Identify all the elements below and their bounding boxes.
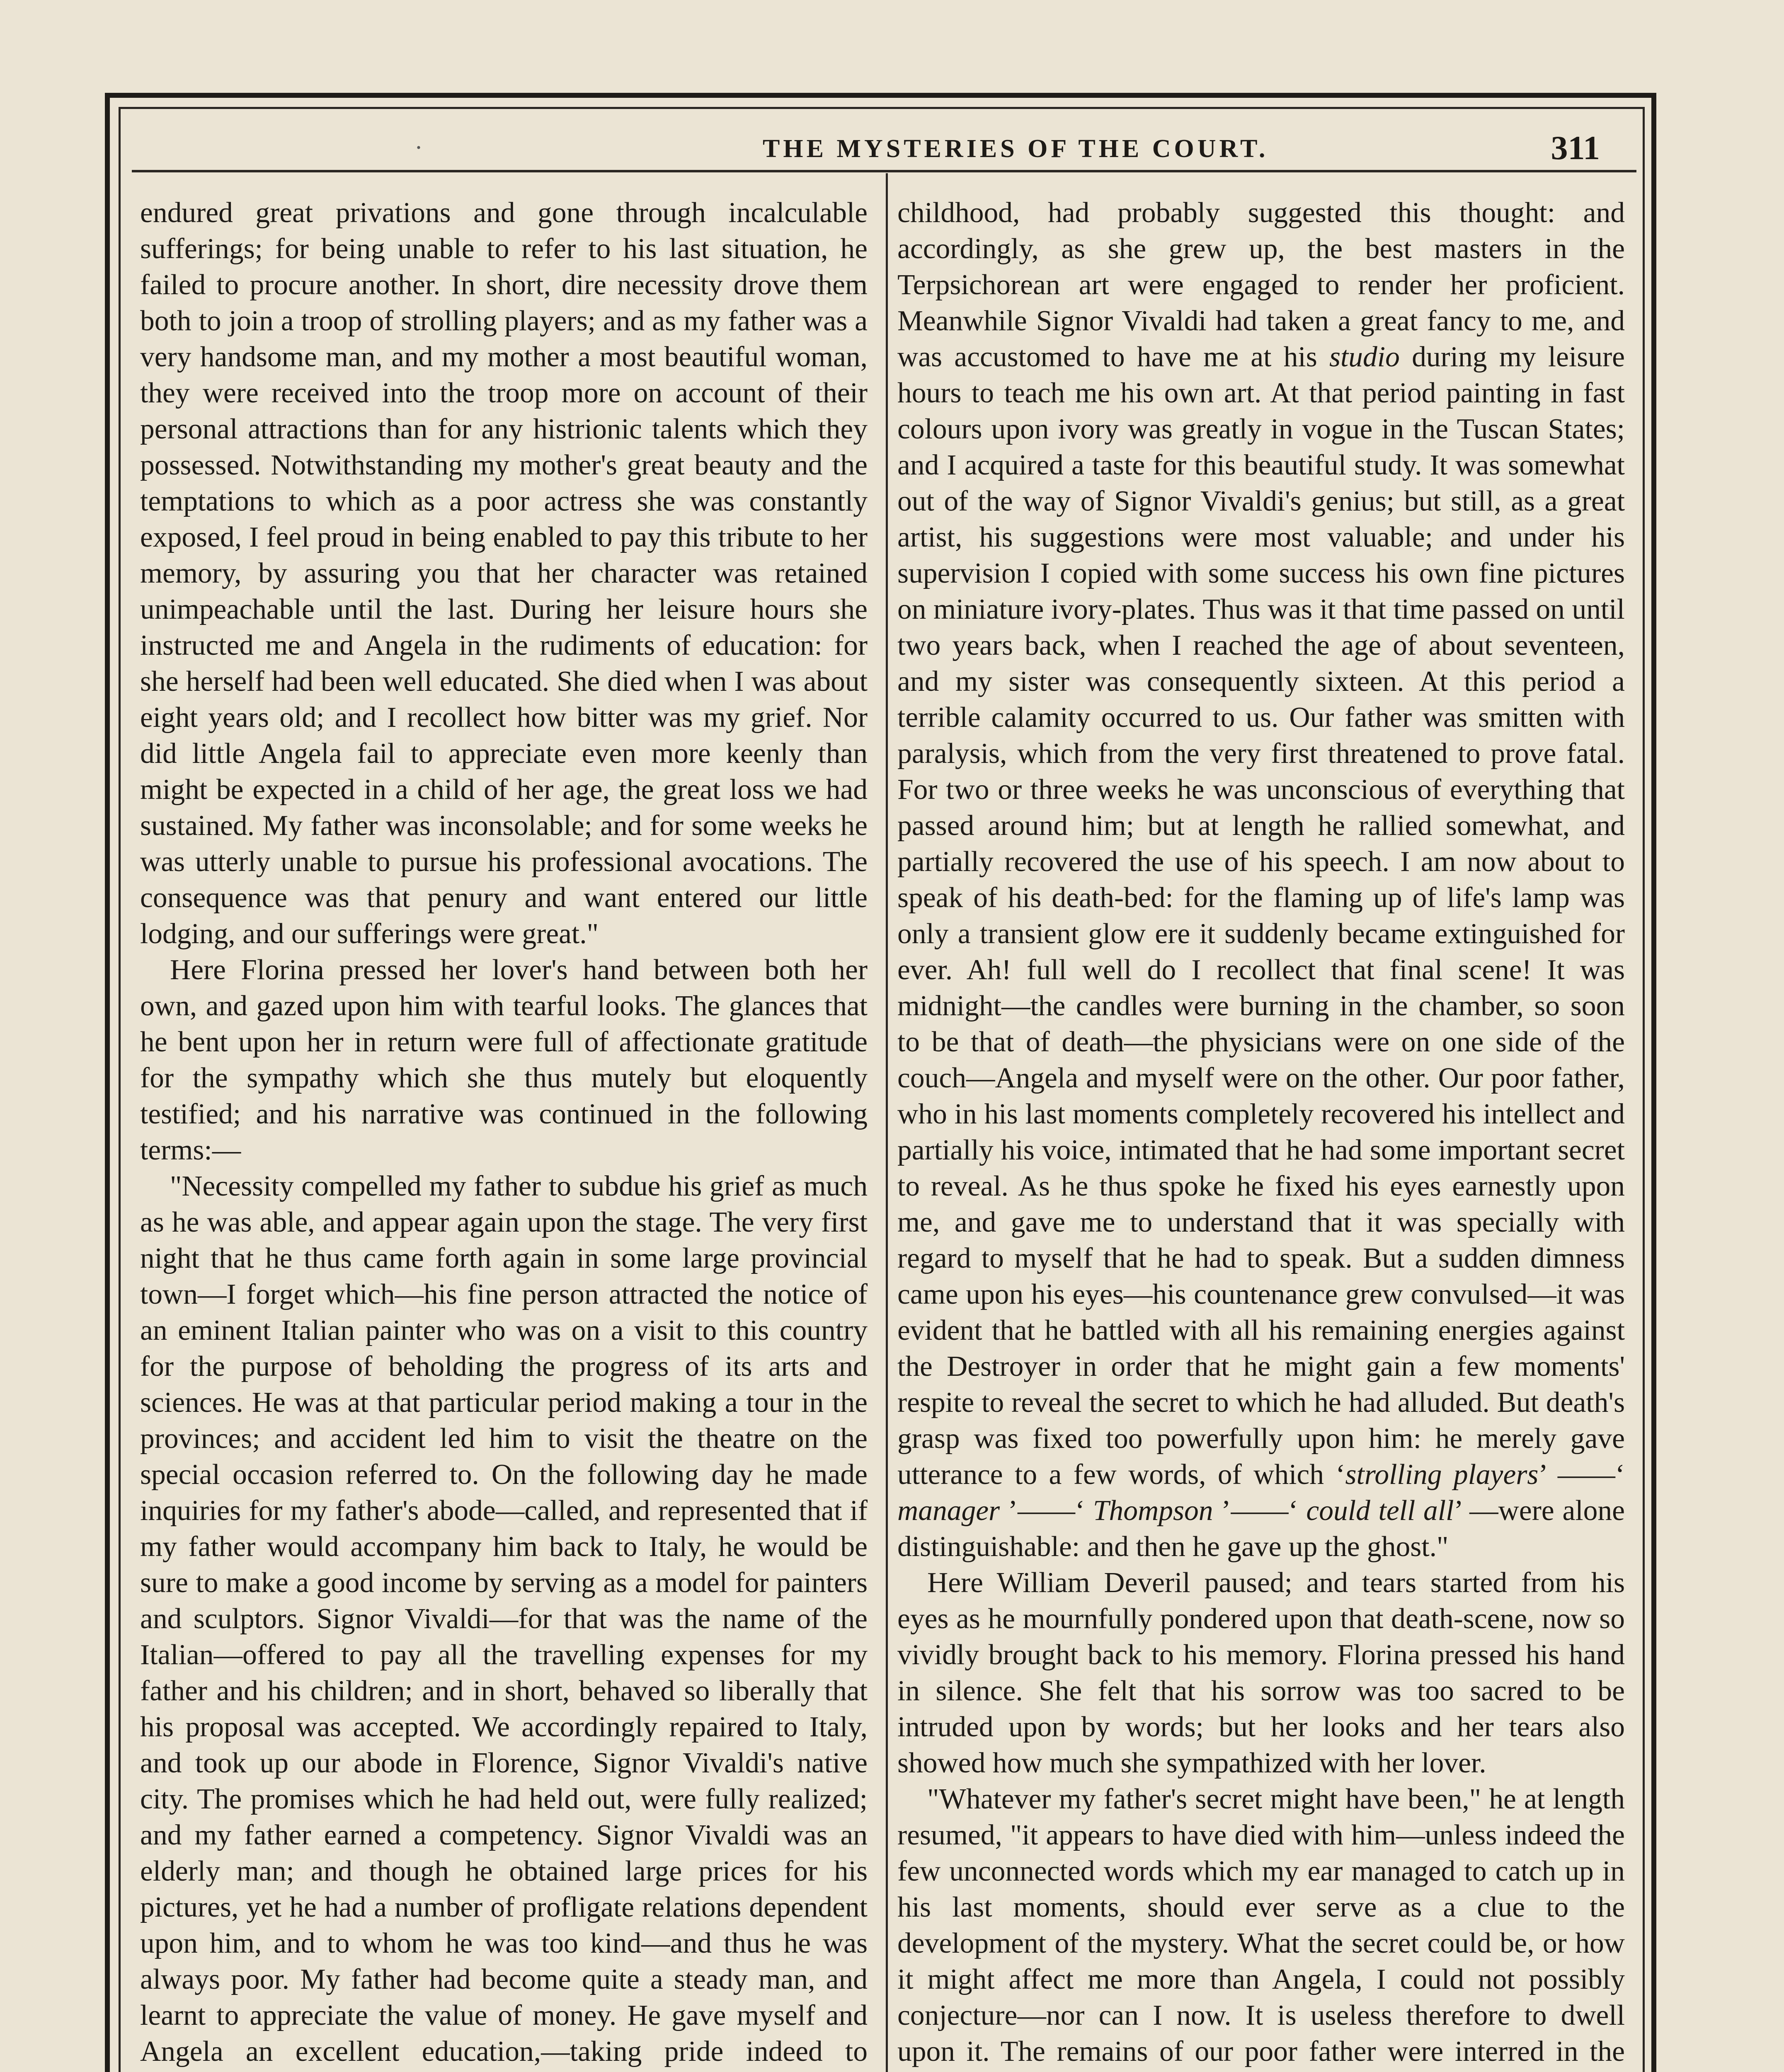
italic-run: studio — [1329, 341, 1400, 373]
text-run: ’——‘ — [1213, 1495, 1306, 1527]
text-run: ’——‘ — [1000, 1495, 1093, 1527]
header-mark: · — [414, 134, 423, 161]
column-divider — [886, 173, 888, 2072]
text-run: ’ —were alone distinguishable: and then he gave up the ghost." — [897, 1495, 1625, 1563]
paragraph: "Necessity compelled my father to subdue his grief as much as he was able, and appear again upon the stage. The very first night that he thus came forth again in some large provincial town—I forget which—his fine person attracted the notice of an eminent Italian painter who was on a visit to this country for the purpose of beholding the progress of its arts and sciences. He was at that particular period making a tour in the provinces; and accident led him to visit the theatre on the special occasion referred to. On the following day he made inquiries for my father's abode—called, and represented that if my father would accompany him back to Italy, he would be sure to make a good income by serving as a model for painters and sculptors. Signor Vivaldi—for that was the name of the Italian—offered to pay all the travelling expenses for my father and his children; and in short, behaved so liberally that his proposal was accepted. We accordingly repaired to Italy, and took up our abode in Florence, Signor Vivaldi's native city. The promises which he had held out, were fully realized; and my father earned a competency. Signor Vivaldi was an elderly man; and though he obtained large prices for his pictures, yet he had a number of profligate relations dependent upon him, and to whom he was too kind—and thus he was always poor. My father had become quite a steady man, and learnt to appreciate the value of money. He gave myself and Angela an excellent education,—taking pride indeed to — [140, 1170, 868, 2067]
paragraph: endured great privations and gone through incalculable sufferings; for being unable to refer to his last situation, he failed to procure another. In short, dire necessity drove them both to join a troop of strolling players; and as my father was a very handsome man, and my mother a most beautiful woman, they were received into the troop more on account of their personal attractions than for any histrionic talents which they possessed. Notwithstanding my mother's great beauty and the temptations to which as a poor actress she was constantly exposed, I feel proud in being enabled to pay this tribute to her memory, by assuring you that her character was retained unimpeachable until the last. During her leisure hours she instructed me and Angela in the rudiments of education: for she herself had been well educated. She died when I was about eight years old; and I recollect how bitter was my grief. Nor did little Angela fail to appreciate even more keenly than might be expected in a child of her age, the great loss we had sustained. My father was inconsolable; and for some weeks he was utterly unable to pursue his professional avocations. The consequence was that penury and want entered our little lodging, and our sufferings were great." — [140, 197, 868, 950]
italic-run: could tell all — [1306, 1495, 1454, 1527]
text-run: during my leisure hours to teach me his own art. At that period painting in fast colours upon ivory was greatly in vogue in the Tuscan States; and I acquired a taste for this beautiful study. It was somewhat out of the way of Signor Vivaldi's genius; but still, as a great artist, his suggestions were most valuable; and under his supervision I copied with some success his own fine pictures on miniature ivory-plates. Thus was it that time passed on until two years back, when I reached the age of about seventeen, and my sister was consequently sixteen. At this period a terrible calamity occurred to us. Our father was smitten with paralysis, which from the very first threatened to prove fatal. For two or three weeks he was unconscious of everything that passed around him; but at length he rallied somewhat, and partially recovered the use of his speech. I am now about to speak of his death-bed: for the flaming up of life's lamp was only a transient glow ere it suddenly became extinguished for ever. Ah! full well do I recollect that final scene! It was midnight—the candles were burning in the chamber, so soon to be that of death—the physicians were on one side of the couch—Angela and myself were on the other. Our poor father, who in his last moments completely recovered his intellect and partially his voice, intimated that he had some important secret to reveal. As he thus spoke he fixed his eyes earnestly upon me, and gave me to understand that it was specially with regard to myself that he had to speak. But a sudden dimness came upon his eyes—his countenance grew convulsed—it was evident that he battled with all his remaining energies against the Destroyer in order that he might gain a few moments' respite to reveal the secret to which he had alluded. But death's grasp was fixed too powerfully upon him: he merely gave utterance to a few words, of which ‘ — [897, 341, 1625, 1491]
italic-run: Thompson — [1093, 1495, 1213, 1527]
header-rule — [132, 170, 1636, 172]
paragraph: Here Florina pressed her lover's hand between both her own, and gazed upon him with tearful looks. The glances that he bent upon her in return were full of affectionate gratitude for the sympathy which she thus mutely but eloquently testified; and his narrative was continued in the following terms:— — [140, 954, 868, 1166]
text-run: ’ ——‘ — [1538, 1459, 1625, 1491]
left-column — [140, 195, 868, 2072]
paragraph: "Whatever my father's secret might have been," he at length resumed, "it appears to have died with him—unless indeed the few unconnected words which my ear managed to catch up in his last moments, should ever serve as a clue to the development of the mystery. What the secret could be, or how it might affect me more than Angela, I could not possibly conjecture—nor can I now. It is useless therefore to dwell upon it. The remains of our poor father were interred in the — [897, 1783, 1625, 2067]
text-run: childhood, had probably suggested this thought: and accordingly, as she grew up, the best masters in the Terpsichorean art were engaged to render her proficient. Meanwhile Signor Vivaldi had taken a great fancy to me, and was accustomed to have me at his — [897, 197, 1625, 373]
paragraph: Here William Deveril paused; and tears started from his eyes as he mournfully pondered upon that death-scene, now so vividly brought back to his memory. Florina pressed his hand in silence. She felt that his sorrow was too sacred to be intruded upon by words; but her looks and her tears also showed how much she sympathized with her lover. — [897, 1567, 1625, 1779]
right-column — [897, 195, 1625, 2072]
page-number: 311 — [1551, 129, 1600, 167]
italic-run: strolling players — [1345, 1459, 1539, 1491]
italic-run: manager — [897, 1495, 1000, 1527]
paragraph — [897, 195, 1625, 1565]
running-title: THE MYSTERIES OF THE COURT. — [763, 135, 1269, 163]
page-header — [124, 109, 1637, 171]
